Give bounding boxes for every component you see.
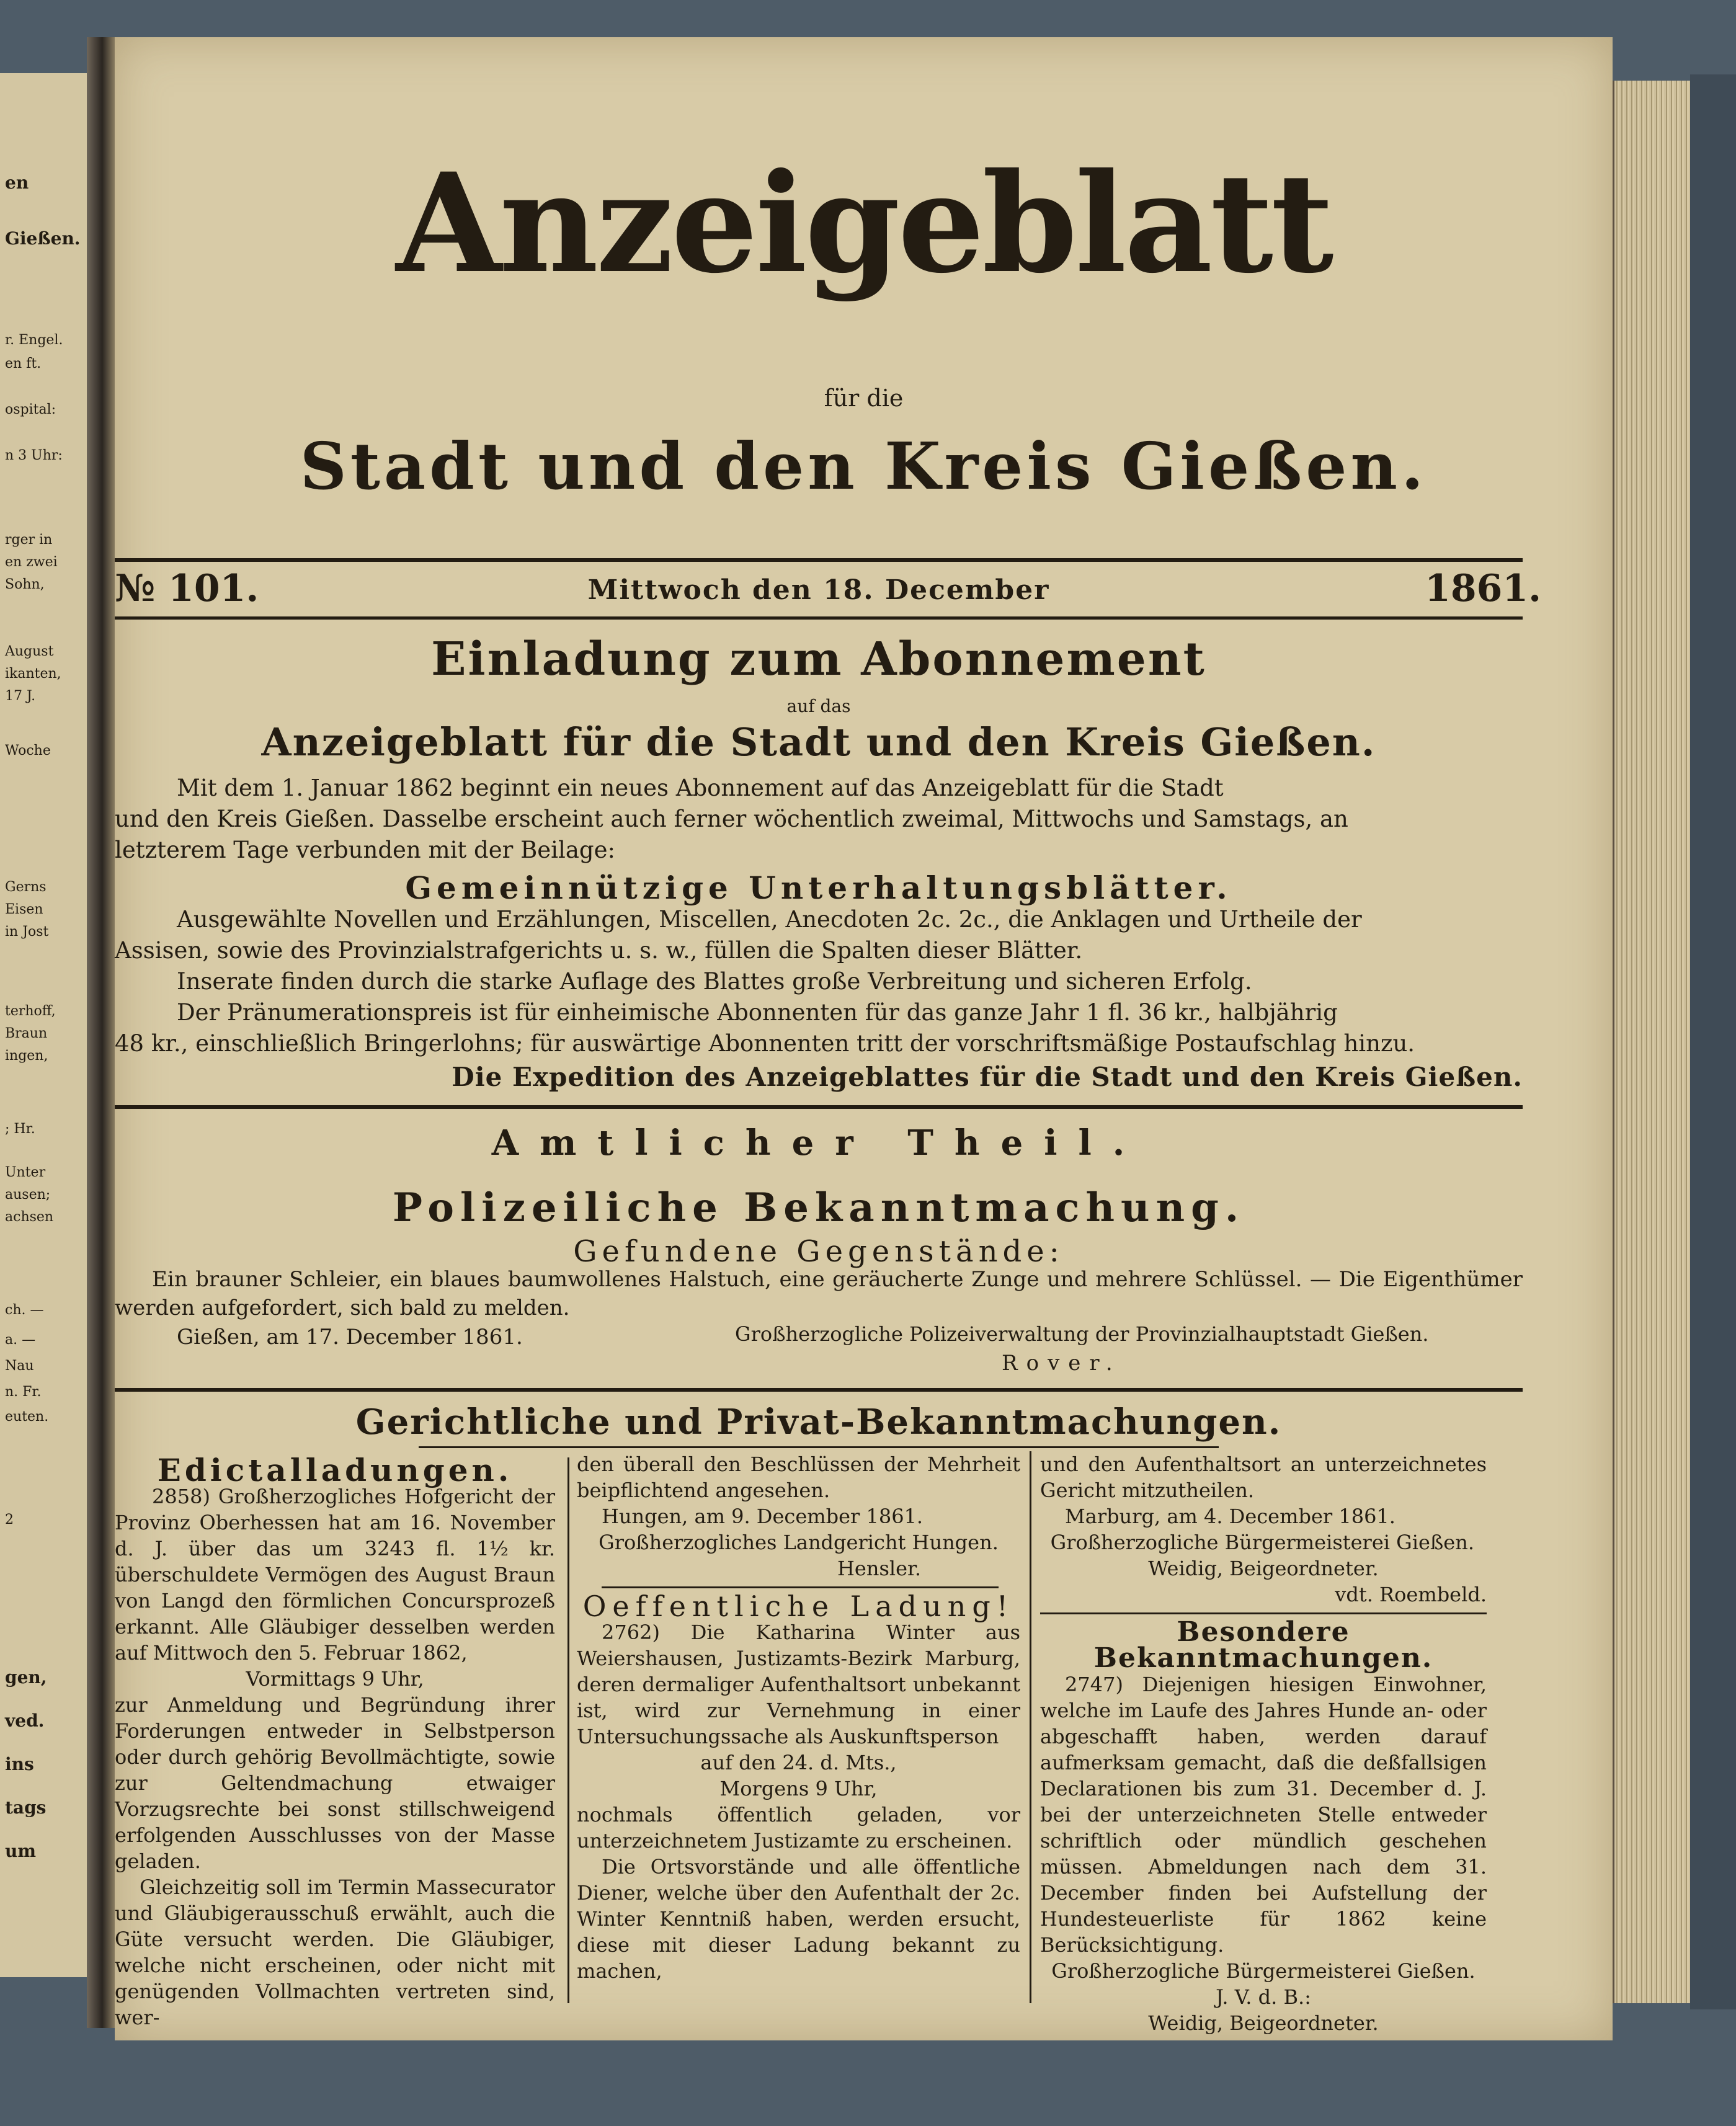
text-line: Inserate finden durch die starke Auflage des Blattes große Verbreitung und sicheren Erfolg. bbox=[177, 968, 1252, 995]
expedition-signature: Die Expedition des Anzeigeblattes für die Stadt und den Kreis Gießen. bbox=[452, 1062, 1523, 1092]
found-items-text: Ein brauner Schleier, ein blaues baumwollenes Halstuch, eine geräucherte Zunge und mehrere Schlüssel. — Die Eigenthümer werden aufgefordert, sich bald zu melden. bbox=[115, 1267, 1523, 1320]
prev-fragment: ingen, bbox=[5, 1048, 48, 1064]
invitation-paragraph bbox=[115, 773, 1523, 866]
prev-fragment: Gießen. bbox=[5, 228, 81, 249]
masthead-title: Anzeigeblatt bbox=[396, 143, 1332, 303]
column-1 bbox=[115, 1452, 555, 2030]
signature: Hensler. bbox=[837, 1557, 921, 1580]
masthead-subtitle: Stadt und den Kreis Gießen. bbox=[300, 428, 1428, 504]
police-heading: Polizeiliche Bekanntmachung. bbox=[392, 1185, 1245, 1231]
notice-authority: Großherzogliche Polizeiverwaltung der Provinzialhauptstadt Gießen. bbox=[735, 1322, 1429, 1346]
text-paragraph: Die Ortsvorstände und alle öffentliche Diener, welche über den Aufenthalt der 2c. Winter Kenntniß haben, werden ersucht, diese mit dieser Ladung bekannt zu machen, bbox=[577, 1855, 1020, 1983]
notice-signature: Rover. bbox=[1002, 1351, 1121, 1376]
book-gutter bbox=[87, 37, 115, 2028]
prev-fragment: Nau bbox=[5, 1358, 34, 1374]
column-divider bbox=[568, 1457, 569, 2003]
prev-fragment: en ft. bbox=[5, 356, 42, 371]
place-date: Hungen, am 9. December 1861. bbox=[602, 1505, 924, 1528]
prev-fragment: Braun bbox=[5, 1026, 48, 1041]
column-divider bbox=[1030, 1451, 1031, 2003]
prev-fragment: achsen bbox=[5, 1209, 54, 1225]
text-line: und den Kreis Gießen. Dasselbe erscheint auch ferner wöchentlich zweimal, Mittwochs und Samstags, an bbox=[115, 806, 1348, 832]
text-line: auf den 24. d. Mts., bbox=[700, 1751, 897, 1774]
prev-fragment: August bbox=[5, 644, 54, 659]
prev-fragment: ved. bbox=[5, 1710, 45, 1731]
text-line: letzterem Tage verbunden mit der Beilage: bbox=[115, 837, 615, 863]
prev-fragment: Eisen bbox=[5, 902, 43, 917]
authority: Großherzogliche Bürgermeisterei Gießen. bbox=[1051, 1959, 1476, 1983]
prev-fragment: tags bbox=[5, 1797, 47, 1818]
gericht-heading: Gerichtliche und Privat-Bekanntmachungen. bbox=[355, 1402, 1282, 1443]
place-date: Marburg, am 4. December 1861. bbox=[1065, 1505, 1395, 1528]
invitation-heading: Einladung zum Abonnement bbox=[431, 633, 1206, 686]
prev-fragment: rger in bbox=[5, 532, 53, 548]
previous-page-edge bbox=[0, 73, 87, 1977]
invitation-paragraph-2 bbox=[115, 904, 1523, 1059]
prev-fragment: n. Fr. bbox=[5, 1384, 42, 1400]
prev-fragment: ch. — bbox=[5, 1302, 44, 1318]
prev-fragment: Woche bbox=[5, 743, 51, 758]
text-paragraph: 2747) Diejenigen hiesigen Einwohner, welche im Laufe des Jahres Hunde an- oder abgeschafft haben, werden darauf aufmerksam gemacht, daß die deßfallsigen Declarationen bis zum 31. December d. J. bei der unterzeichneten Stelle entweder schriftlich oder mündlich geschehen müssen. Abmeldungen nach dem 31. December finden bei Aufstellung der Hundesteuerliste für 1862 keine Berücksichtigung. bbox=[1040, 1673, 1487, 1957]
prev-fragment: r. Engel. bbox=[5, 332, 63, 348]
edictalladungen-heading: Edictalladungen. bbox=[157, 1452, 513, 1488]
section-rule-2 bbox=[115, 1388, 1523, 1392]
vdt-signature: vdt. Roembeld. bbox=[1335, 1583, 1487, 1606]
found-items-heading: Gefundene Gegenstände: bbox=[573, 1234, 1064, 1269]
column-2 bbox=[577, 1451, 1020, 1984]
text-paragraph: und den Aufenthaltsort an unterzeichnetes Gericht mitzutheilen. bbox=[1040, 1452, 1487, 1502]
text-paragraph: Gleichzeitig soll im Termin Massecurator und Gläubigerausschuß erwählt, auch die Güte versucht werden. Die Gläubiger, welche nicht erscheinen, oder nicht mit genügenden Vollmachten vertreten sind, wer- bbox=[115, 1875, 555, 2029]
background-right bbox=[1690, 74, 1736, 2009]
prev-fragment: 2 bbox=[5, 1512, 14, 1528]
text-paragraph: 2762) Die Katharina Winter aus Weiershausen, Justizamts-Bezirk Marburg, deren dermaliger Aufenthaltsort unbekannt ist, wird zur Vernehmung in einer Untersuchungssache als Auskunftsperson bbox=[577, 1621, 1020, 1748]
prev-fragment: terhoff, bbox=[5, 1003, 56, 1019]
text-paragraph: 2858) Großherzogliches Hofgericht der Provinz Oberhessen hat am 16. November d. J. über das um 3243 fl. 1½ kr. überschuldete Vermögen des August Braun von Langd den förmlichen Concursprozeß erkannt. Alle Gläubiger desselben werden auf Mittwoch den 5. Februar 1862, bbox=[115, 1485, 555, 1665]
column-rule bbox=[602, 1586, 999, 1588]
invitation-subheading: Anzeigeblatt für die Stadt und den Kreis Gießen. bbox=[261, 719, 1376, 765]
prev-fragment: en bbox=[5, 172, 29, 193]
text-line: Mit dem 1. Januar 1862 beginnt ein neues Abonnement auf das Anzeigeblatt für die Stadt bbox=[177, 775, 1224, 801]
newspaper-page bbox=[115, 37, 1613, 2040]
authority: Großherzogliche Bürgermeisterei Gießen. bbox=[1050, 1531, 1474, 1554]
text-paragraph: zur Anmeldung und Begründung ihrer Forderungen entweder in Selbstperson oder durch gehörig Bevollmächtigte, sowie zur Geltendmachung etwaiger Vorzugsrechte bei sonst stillschweigend erfolgenden Ausschlusses von der Masse geladen. bbox=[115, 1693, 555, 1873]
prev-fragment: Gerns bbox=[5, 879, 47, 895]
prev-fragment: a. — bbox=[5, 1332, 36, 1348]
prev-fragment: Sohn, bbox=[5, 577, 45, 592]
prev-fragment: ausen; bbox=[5, 1187, 51, 1203]
section-rule bbox=[115, 1105, 1523, 1109]
prev-fragment: n 3 Uhr: bbox=[5, 448, 63, 463]
signature: Weidig, Beigeordneter. bbox=[1148, 2011, 1379, 2035]
besondere-heading: Besondere Bekanntmachungen. bbox=[1093, 1616, 1433, 1674]
signature: Weidig, Beigeordneter. bbox=[1148, 1557, 1379, 1580]
text-line: Vormittags 9 Uhr, bbox=[246, 1667, 424, 1691]
prev-fragment: Unter bbox=[5, 1165, 46, 1180]
issue-year: 1861. bbox=[1425, 567, 1541, 610]
prev-fragment: 17 J. bbox=[5, 688, 36, 704]
prev-fragment: ins bbox=[5, 1754, 34, 1774]
text-line: 48 kr., einschließlich Bringerlohns; für auswärtige Abonnenten tritt der vorschriftsmäßige Postaufschlag hinzu. bbox=[115, 1030, 1415, 1057]
issue-date: Mittwoch den 18. December bbox=[587, 574, 1050, 606]
prev-fragment: en zwei bbox=[5, 554, 58, 570]
masthead-rule-bottom bbox=[115, 616, 1523, 620]
column-3 bbox=[1040, 1451, 1487, 2036]
prev-fragment: in Jost bbox=[5, 924, 49, 940]
notice-place-date: Gießen, am 17. December 1861. bbox=[177, 1325, 523, 1350]
issue-number: № 101. bbox=[115, 567, 259, 610]
prev-fragment: ; Hr. bbox=[5, 1121, 35, 1137]
text-line: Der Pränumerationspreis ist für einheimische Abonnenten für das ganze Jahr 1 fl. 36 kr., halbjährig bbox=[177, 999, 1338, 1026]
column-rule bbox=[1040, 1612, 1487, 1614]
text-line: Assisen, sowie des Provinzialstrafgerichts u. s. w., füllen die Spalten dieser Blätter. bbox=[115, 937, 1083, 964]
beilage-title: Gemeinnützige Unterhaltungsblätter. bbox=[405, 870, 1232, 906]
invitation-auf-das: auf das bbox=[786, 696, 851, 716]
text-paragraph: nochmals öffentlich geladen, vor unterzeichnetem Justizamte zu erscheinen. bbox=[577, 1803, 1020, 1852]
text-line: Morgens 9 Uhr, bbox=[719, 1777, 878, 1800]
text-line: Ausgewählte Novellen und Erzählungen, Miscellen, Anecdoten 2c. 2c., die Anklagen und Urtheile der bbox=[177, 906, 1362, 933]
authority: Großherzogliches Landgericht Hungen. bbox=[599, 1531, 999, 1554]
amtlicher-theil-heading: Amtlicher Theil. bbox=[491, 1123, 1146, 1163]
ivdb: J. V. d. B.: bbox=[1216, 1985, 1311, 2009]
oeffentliche-ladung-heading: Oeffentliche Ladung! bbox=[582, 1590, 1015, 1623]
page-stack-edges bbox=[1613, 81, 1692, 2003]
prev-fragment: ikanten, bbox=[5, 666, 61, 682]
masthead-rule-top bbox=[115, 558, 1523, 562]
prev-fragment: gen, bbox=[5, 1667, 47, 1688]
prev-fragment: um bbox=[5, 1841, 36, 1861]
prev-fragment: euten. bbox=[5, 1409, 49, 1425]
masthead-fuer-die: für die bbox=[824, 385, 904, 412]
heading-underline bbox=[419, 1446, 1219, 1448]
text-paragraph: den überall den Beschlüssen der Mehrheit beipflichtend angesehen. bbox=[577, 1452, 1020, 1502]
prev-fragment: ospital: bbox=[5, 402, 56, 417]
